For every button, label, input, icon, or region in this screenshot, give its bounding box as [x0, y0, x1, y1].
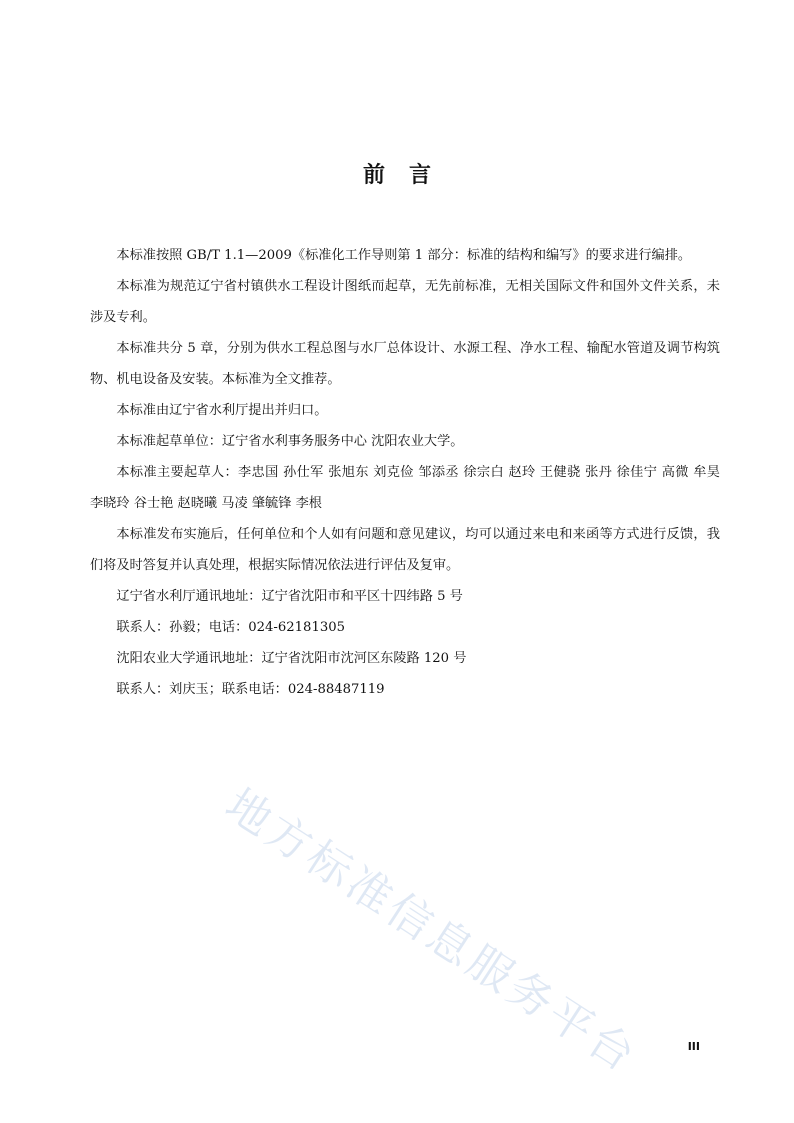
paragraph-proposer: 本标准由辽宁省水利厅提出并归口。: [116, 403, 328, 418]
page-title: [0, 158, 794, 189]
foreword-body: [90, 240, 720, 705]
paragraph-feedback: 本标准发布实施后，任何单位和个人如有问题和意见建议，均可以通过来电和来函等方式进行反馈，我们将及时答复并认真处理，根据实际情况依法进行评估及复审。: [90, 527, 720, 573]
title-char-1: 前: [362, 163, 385, 188]
paragraph-drafters: 本标准主要起草人：李忠国 孙仕军 张旭东 刘克俭 邹添丞 徐宗白 赵玲 王健骁 张丹 徐佳宁 高微 牟昊 李晓玲 谷士艳 赵晓曦 马凌 肇毓锋 李根: [90, 465, 720, 511]
paragraph-format-basis: 本标准按照 GB/T 1.1—2009《标准化工作导则第 1 部分：标准的结构和编写》的要求进行编排。: [116, 248, 692, 263]
paragraph-purpose: 本标准为规范辽宁省村镇供水工程设计图纸而起草，无先前标准，无相关国际文件和国外文件关系，未涉及专利。: [90, 279, 720, 325]
paragraph-contact-university: 联系人：刘庆玉；联系电话：024-88487119: [116, 682, 385, 697]
watermark: 地方标准信息服务平台: [216, 779, 647, 1084]
title-char-2: 言: [409, 163, 432, 188]
paragraph-address-water-dept: 辽宁省水利厅通讯地址：辽宁省沈阳市和平区十四纬路 5 号: [116, 589, 463, 604]
paragraph-address-university: 沈阳农业大学通讯地址：辽宁省沈阳市沈河区东陵路 120 号: [116, 651, 467, 666]
paragraph-drafting-units: 本标准起草单位：辽宁省水利事务服务中心 沈阳农业大学。: [116, 434, 464, 449]
paragraph-contact-water-dept: 联系人：孙毅；电话：024-62181305: [116, 620, 346, 635]
paragraph-structure: 本标准共分 5 章，分别为供水工程总图与水厂总体设计、水源工程、净水工程、输配水管道及调节构筑物、机电设备及安装。本标准为全文推荐。: [90, 341, 720, 387]
page-number: III: [687, 1040, 700, 1053]
